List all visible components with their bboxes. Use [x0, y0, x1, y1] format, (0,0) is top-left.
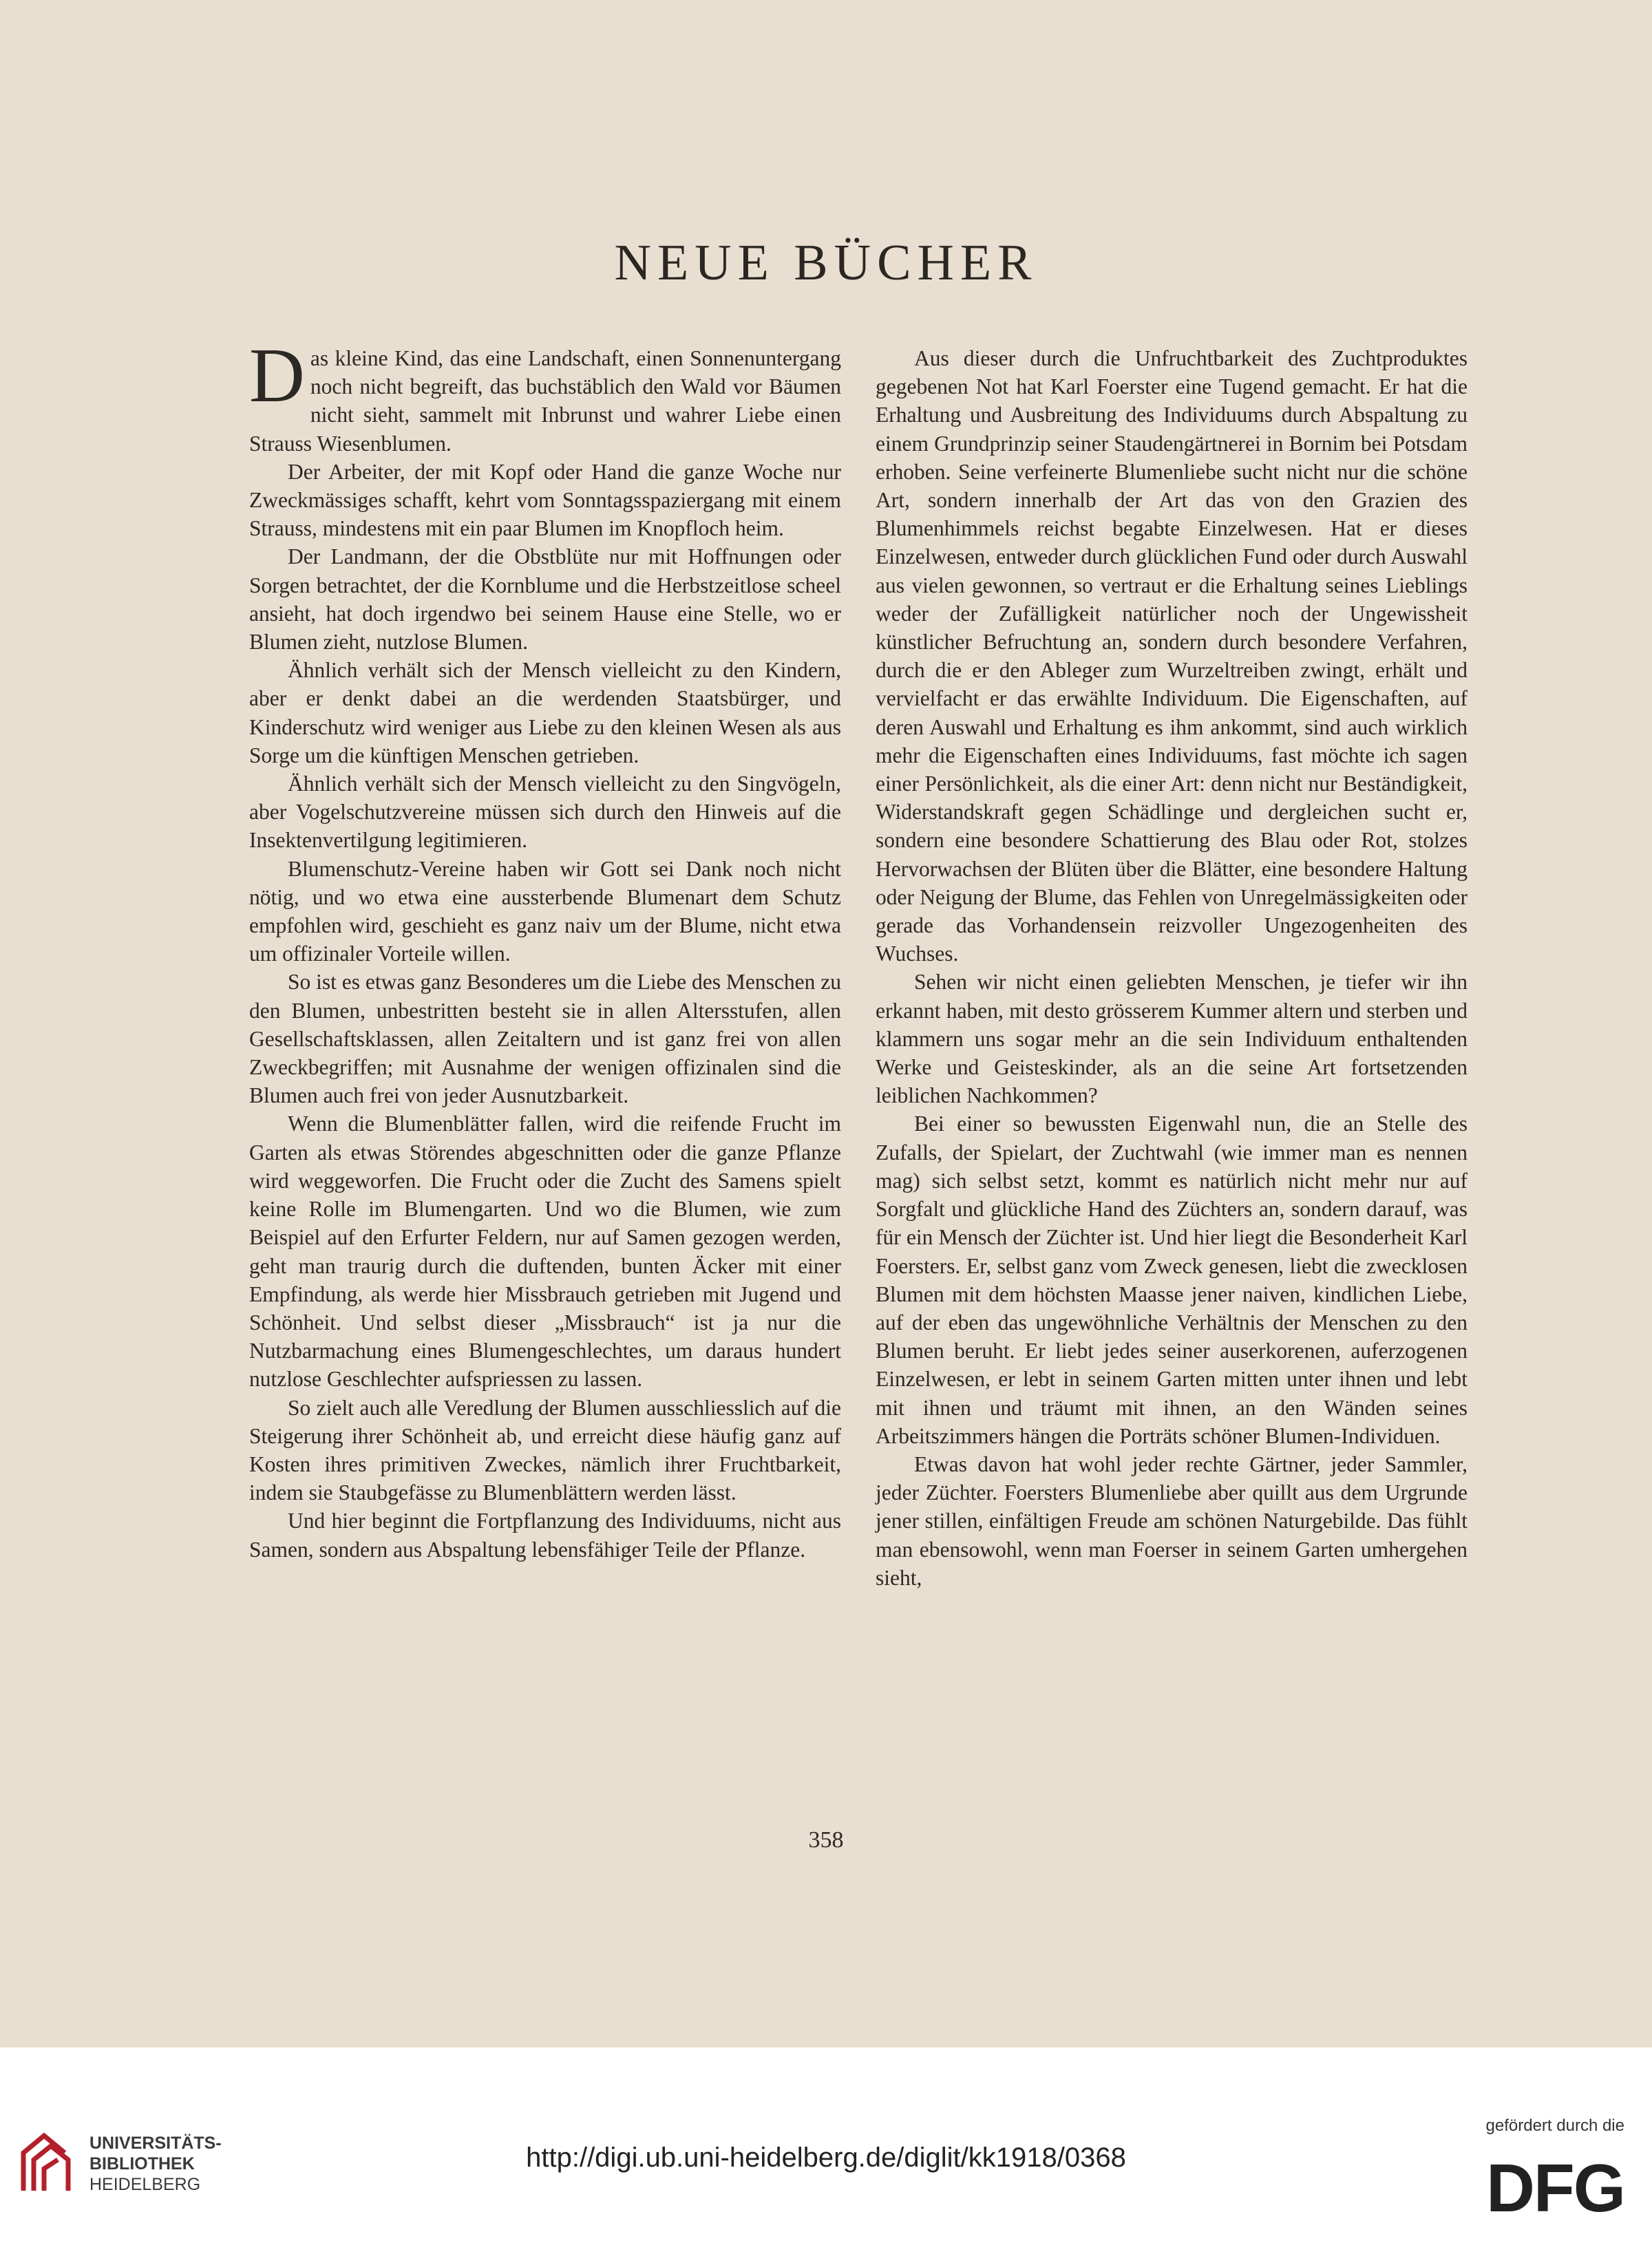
source-url-link[interactable]: http://digi.ub.uni-heidelberg.de/diglit/kk1918/0368: [526, 2143, 1126, 2173]
paragraph: Aus dieser durch die Unfruchtbarkeit des Zuchtproduktes gegebenen Not hat Karl Foerster eine Tugend gemacht. Er hat die Erhaltung und Ausbreitung des Individuums durch Abspaltung zu einem Grundprinzip seiner Staudengärtnerei in Bornim bei Potsdam erhoben. Seine verfeinerte Blumenliebe sucht nicht nur die schöne Art, sondern innerhalb der Art das von den Grazien des Blumenhimmels reichst begabte Einzelwesen. Hat er dieses Einzelwesen, entweder durch glücklichen Fund oder durch Auswahl aus vielen gewonnen, so vertraut er die Erhaltung seines Lieblings weder der Zufälligkeit natürlicher noch der Ungewissheit künstlicher Befruchtung an, sondern durch besondere Verfahren, durch die er den Ableger zum Wurzeltreiben zwingt, erhält und vervielfacht er das erwählte Individuum. Die Eigenschaften, auf deren Auswahl und Erhaltung es ihm ankommt, sind auch wirklich mehr die Eigenschaften eines Individuums, fast möchte ich sagen einer Persönlichkeit, als die einer Art: denn nicht nur Beständigkeit, Widerstandskraft gegen Schädlinge und dergleichen sucht er, sondern eine besondere Schattierung des Blau oder Rot, stolzes Hervorwachsen der Blüten über die Blätter, eine besondere Haltung oder Neigung der Blume, das Fehlen von Unregelmässigkeiten oder gerade das Vorhandensein reizvoller Ungezogenheiten des Wuchses.: [876, 346, 1468, 966]
library-line: BIBLIOTHEK: [89, 2154, 195, 2173]
paragraph: Sehen wir nicht einen geliebten Menschen, je tiefer wir ihn erkannt haben, mit desto grösserem Kummer altern und sterben und klammern uns sogar mehr an die sein Individuum enthaltenden Werke und Geisteskinder, als an die seine Art fortsetzenden leiblichen Nachkommen?: [876, 970, 1468, 1108]
paragraph: Etwas davon hat wohl jeder rechte Gärtner, jeder Sammler, jeder Züchter. Foersters Blumenliebe aber quillt aus dem Urgrunde jener stillen, einfältigen Freude am schönen Naturgebilde. Das fühlt man ebensowohl, wenn man Foerser in seinem Garten umhergehen sieht,: [876, 1452, 1468, 1590]
paragraph: Ähnlich verhält sich der Mensch vielleicht zu den Kindern, aber er denkt dabei an die werdenden Staatsbürger, und Kinderschutz wird weniger aus Liebe zu den kleinen Wesen als aus Sorge um die künftigen Menschen getrieben.: [249, 658, 841, 767]
paragraph: So zielt auch alle Veredlung der Blumen ausschliesslich auf die Steigerung ihrer Schönheit ab, und erreicht diese häufig ganz auf Kosten ihres primitiven Zweckes, nämlich ihrer Fruchtbarkeit, indem sie Staubgefässe zu Blumenblättern werden lässt.: [249, 1395, 841, 1505]
paragraph: Der Landmann, der die Obstblüte nur mit Hoffnungen oder Sorgen betrachtet, der die Kornblume und die Herbstzeitlose scheel ansieht, hat doch irgendwo bei seinem Hause eine Stelle, wo er Blumen zieht, nutzlose Blumen.: [249, 544, 841, 655]
first-paragraph-text: as kleine Kind, das eine Landschaft, einen Sonnenuntergang noch nicht begreift, das buchstäblich den Wald vor Bäumen nicht sieht, sammelt mit Inbrunst und wahrer Liebe einen Strauss Wiesenblumen.: [249, 346, 841, 456]
paragraph: Und hier beginnt die Fortpflanzung des Individuums, nicht aus Samen, sondern aus Abspaltung lebensfähiger Teile der Pflanze.: [249, 1509, 841, 1562]
dfg-logo-icon[interactable]: [1459, 2151, 1624, 2220]
dfg-logo-text: DFG: [1486, 2151, 1624, 2220]
paragraph: Wenn die Blumenblätter fallen, wird die reifende Frucht im Garten als etwas Störendes abgeschnitten oder die ganze Pflanze wird weggeworfen. Die Frucht oder die Zucht des Samens spielt keine Rolle im Blumengarten. Und wo die Blumen, wie zum Beispiel auf den Erfurter Feldern, nur auf Samen gezogen werden, geht man traurig durch die duftenden, bunten Äcker mit einer Empfindung, als werde hier Missbrauch getrieben mit Jugend und Schönheit. Und selbst dieser „Missbrauch“ ist ja nur die Nutzbarmachung eines Blumengeschlechtes, um daraus hundert nutzlose Geschlechter aufspriessen zu lassen.: [249, 1112, 841, 1392]
right-column: [876, 344, 1468, 1592]
paragraph: Ähnlich verhält sich der Mensch vielleicht zu den Singvögeln, aber Vogelschutzvereine müssen sich durch den Hinweis auf die Insektenvertilgung legitimieren.: [249, 772, 841, 853]
page-title: NEUE BÜCHER: [614, 235, 1038, 291]
paragraph: Der Arbeiter, der mit Kopf oder Hand die ganze Woche nur Zweckmässiges schafft, kehrt vom Sonntagsspaziergang mit einem Strauss, mindestens mit ein paar Blumen im Knopfloch heim.: [249, 459, 841, 541]
paragraph: So ist es etwas ganz Besonderes um die Liebe des Menschen zu den Blumen, unbestritten besteht sie in allen Altersstufen, allen Gesellschaftsklassen, allen Zeitaltern und ist ganz frei von allen Zweckbegriffen; mit Ausnahme der wenigen offizinalen sind die Blumen auch frei von jeder Ausnutzbarkeit.: [249, 970, 841, 1108]
paragraph: Bei einer so bewussten Eigenwahl nun, die an Stelle des Zufalls, der Spielart, der Zuchtwahl (wie immer man es nennen mag) sich selbst setzt, kommt es natürlich nicht mehr nur auf Sorgfalt und glückliche Hand des Züchters an, sondern darauf, was für ein Mensch der Züchter ist. Und hier liegt die Besonderheit Karl Foersters. Er, selbst ganz vom Zweck genesen, liebt die zwecklosen Blumen mit dem höchsten Maasse jener naiven, kindlichen Liebe, auf der eben das ungewöhnliche Verhältnis der Menschen zu den Blumen beruht. Er liebt jedes seiner auserkorenen, auferzogenen Einzelwesen, er lebt in seinem Garten mitten unter ihnen und lebt mit ihnen und träumt mit ihnen, an den Wänden seines Arbeitszimmers hängen die Porträts schöner Blumen-Individuen.: [876, 1112, 1468, 1448]
library-line: HEIDELBERG: [89, 2175, 201, 2194]
page-number: 358: [808, 1827, 844, 1853]
left-column: [249, 333, 841, 1564]
paragraph: Blumenschutz-Vereine haben wir Gott sei Dank noch nicht nötig, und wo etwa eine aussterbende Blumenart dem Schutz empfohlen wird, geschieht es ganz naiv um der Blume, nicht etwa um offizinaler Vorteile willen.: [249, 856, 841, 966]
drop-cap: D: [249, 333, 305, 418]
funding-text: gefördert durch die: [1485, 2116, 1624, 2135]
footer-bar: [0, 2048, 1652, 2254]
library-line: UNIVERSITÄTS-: [89, 2134, 222, 2153]
first-paragraph: [249, 333, 841, 458]
